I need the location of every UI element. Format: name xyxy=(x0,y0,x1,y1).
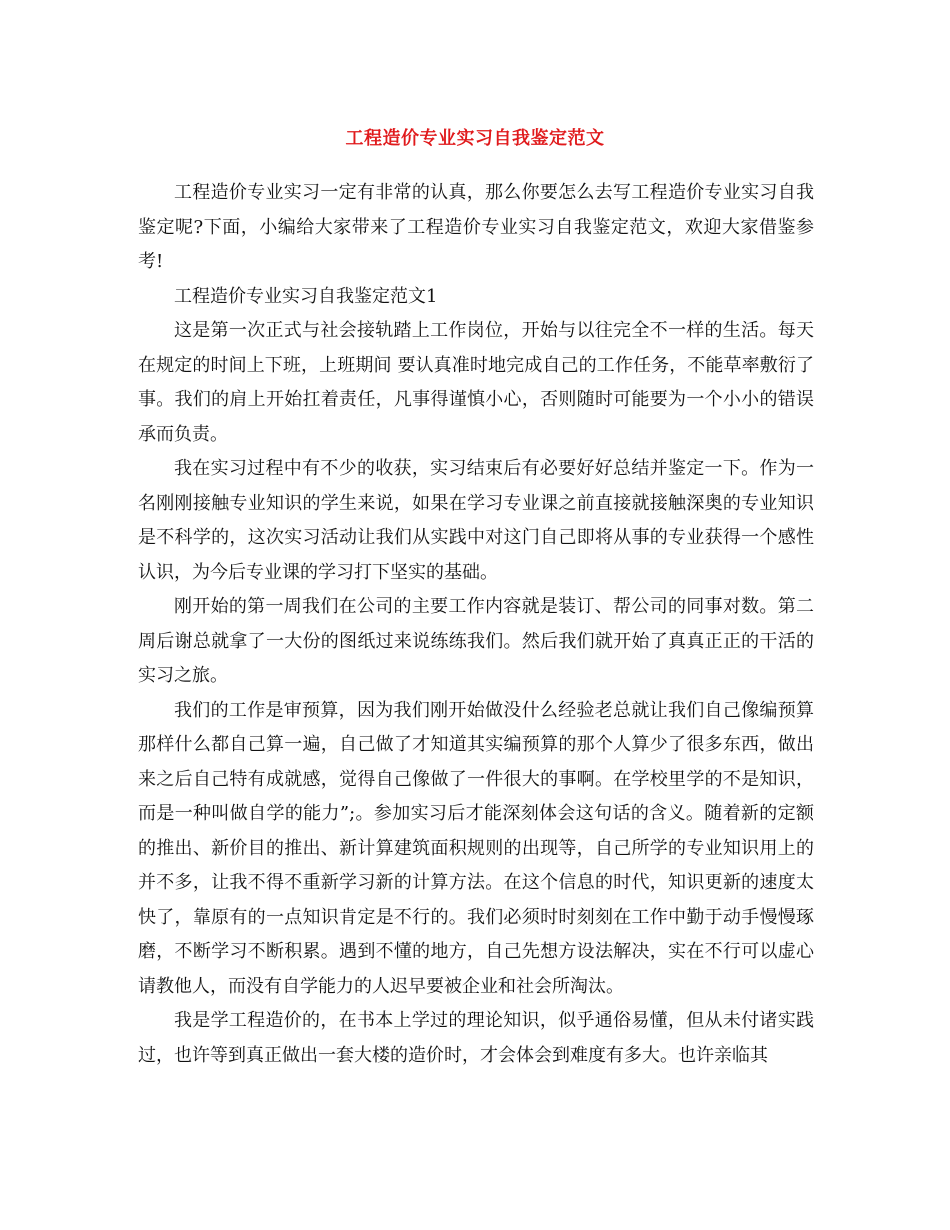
body-paragraph: 刚开始的第一周我们在公司的主要工作内容就是装订、帮公司的同事对数。第二周后谢总就拿了一大份的图纸过来说练练我们。然后我们就开始了真真正正的干活的实习之旅。 xyxy=(138,596,814,686)
body-paragraph: 我们的工作是审预算，因为我们刚开始做没什么经验老总就让我们自己像编预算那样什么都自己算一遍，自己做了才知道其实编预算的那个人算少了很多东西，做出来之后自己特有成就感，觉得自己像做了一件很大的事啊。在学校里学的不是知识，而是一种叫做自学的能力”;。参加实习后才能深刻体会这句话的含义。随着新的定额的推出、新价目的推出、新计算建筑面积规则的出现等，自己所学的专业知识用上的并不多，让我不得不重新学习新的计算方法。在这个信息的时代，知识更新的速度太快了，靠原有的一点知识肯定是不行的。我们必须时时刻刻在工作中勤于动手慢慢琢磨，不断学习不断积累。遇到不懂的地方，自己先想方设法解决，实在不行可以虚心请教他人，而没有自学能力的人迟早要被企业和社会所淘汰。 xyxy=(138,699,814,997)
body-paragraph: 这是第一次正式与社会接轨踏上工作岗位，开始与以往完全不一样的生活。每天在规定的时间上下班，上班期间 要认真准时地完成自己的工作任务，不能草率敷衍了事。我们的肩上开始扛着责任，凡事得谨慎小心，否则随时可能要为一个小小的错误承而负责。 xyxy=(138,320,814,445)
intro-paragraph: 工程造价专业实习一定有非常的认真，那么你要怎么去写工程造价专业实习自我鉴定呢?下面，小编给大家带来了工程造价专业实习自我鉴定范文，欢迎大家借鉴参考! xyxy=(138,182,814,272)
body-paragraph: 我在实习过程中有不少的收获，实习结束后有必要好好总结并鉴定一下。作为一名刚刚接触专业知识的学生来说，如果在学习专业课之前直接就接触深奥的专业知识是不科学的，这次实习活动让我们从实践中对这门自己即将从事的专业获得一个感性认识，为今后专业课的学习打下坚实的基础。 xyxy=(138,458,814,583)
document-body xyxy=(138,176,814,1073)
document-title: 工程造价专业实习自我鉴定范文 xyxy=(345,128,605,149)
body-paragraph: 我是学工程造价的，在书本上学过的理论知识，似乎通俗易懂，但从未付诸实践过，也许等到真正做出一套大楼的造价时，才会体会到难度有多大。也许亲临其 xyxy=(138,1010,814,1066)
section-heading: 工程造价专业实习自我鉴定范文1 xyxy=(174,285,438,307)
